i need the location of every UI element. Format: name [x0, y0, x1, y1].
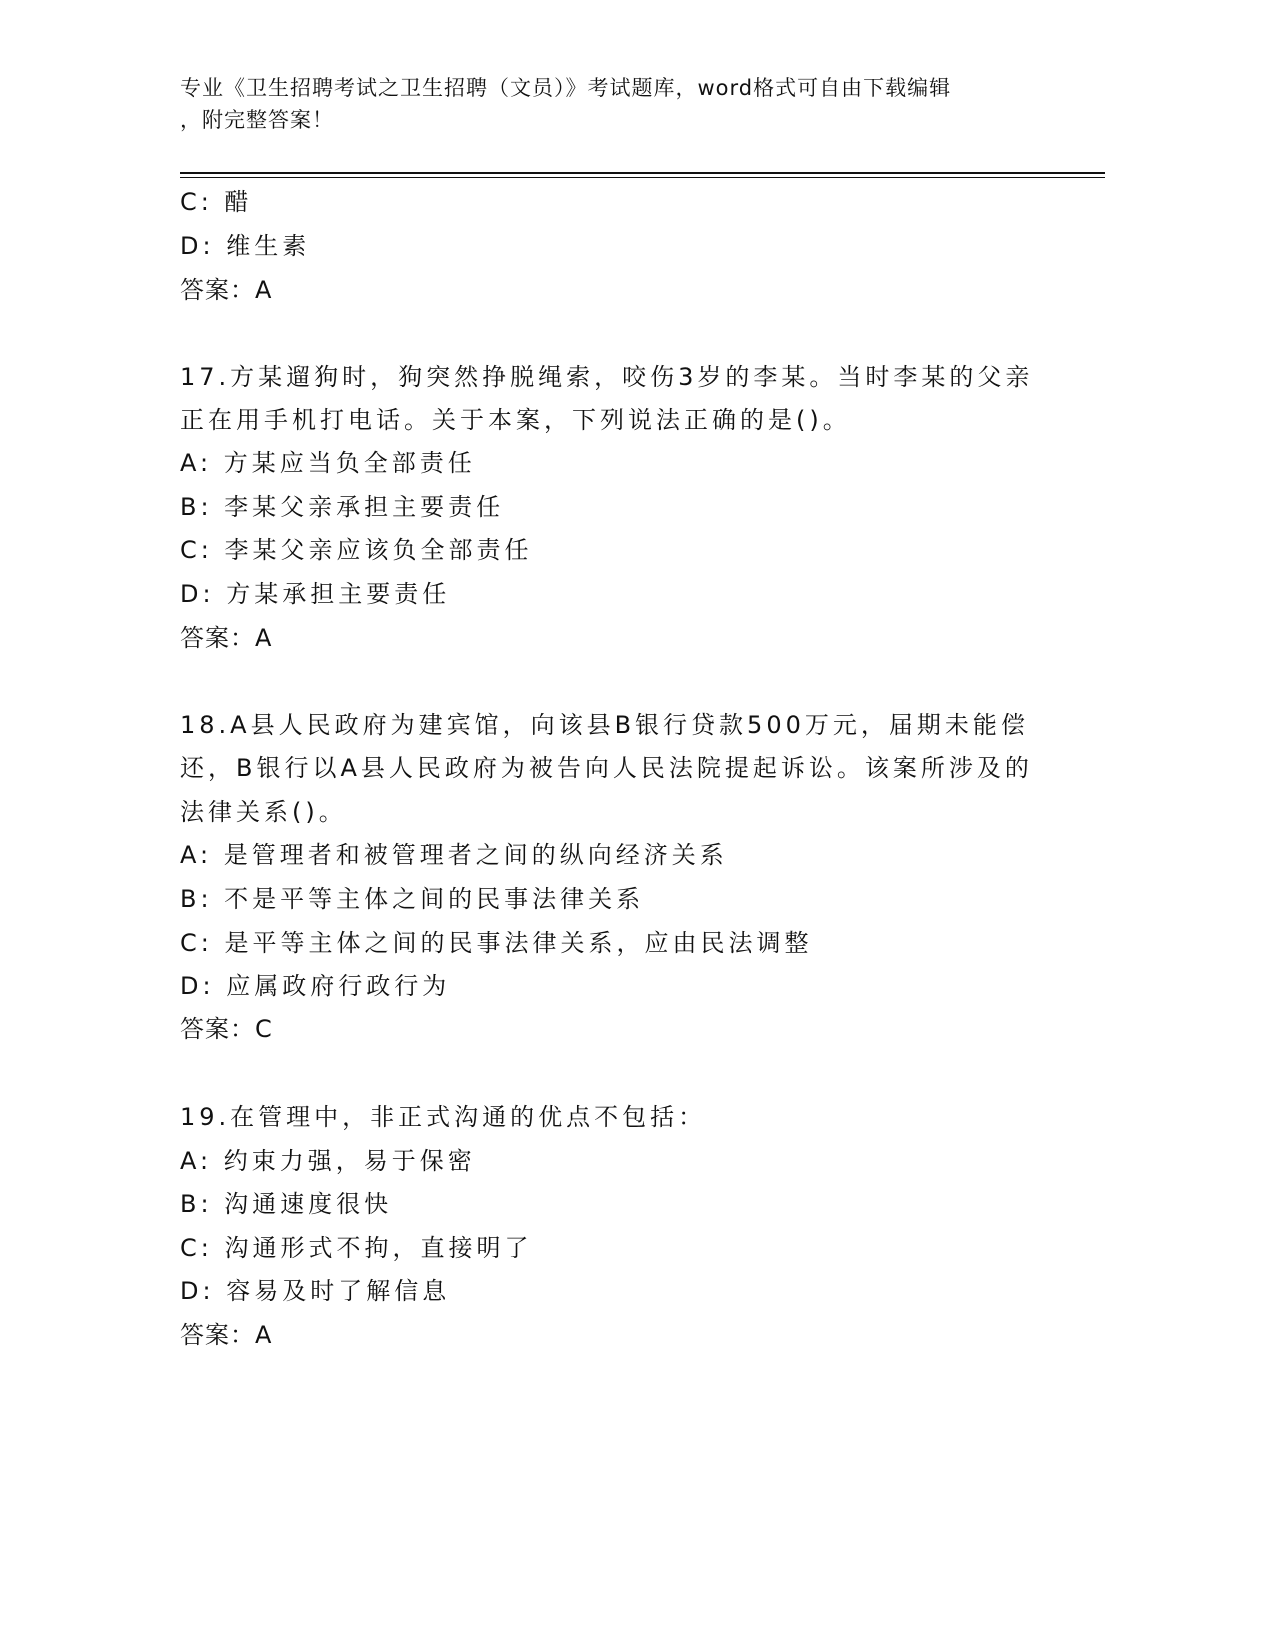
q19-option-c: C: 沟通形式不拘，直接明了	[180, 1234, 533, 1262]
header-divider-thick	[180, 172, 1105, 174]
q18-text-line-3: 法律关系()。	[180, 798, 347, 826]
q18-option-c: C: 是平等主体之间的民事法律关系，应由民法调整	[180, 929, 813, 957]
q18-text-line-2: 还，B银行以A县人民政府为被告向人民法院提起诉讼。该案所涉及的	[180, 754, 1033, 782]
q17-answer: 答案：A	[180, 624, 273, 652]
q18-option-b: B: 不是平等主体之间的民事法律关系	[180, 885, 645, 913]
q18-answer: 答案：C	[180, 1015, 273, 1043]
prev-option-d: D: 维生素	[180, 232, 311, 260]
q17-option-d: D: 方某承担主要责任	[180, 580, 451, 608]
q19-option-a: A: 约束力强，易于保密	[180, 1147, 476, 1175]
q17-option-a: A: 方某应当负全部责任	[180, 449, 476, 477]
q18-option-a: A: 是管理者和被管理者之间的纵向经济关系	[180, 841, 728, 869]
q18-option-d: D: 应属政府行政行为	[180, 972, 451, 1000]
q19-text-line-1: 19.在管理中，非正式沟通的优点不包括：	[180, 1103, 707, 1131]
q17-text-line-2: 正在用手机打电话。关于本案，下列说法正确的是()。	[180, 406, 851, 434]
q19-answer: 答案：A	[180, 1321, 273, 1349]
prev-answer: 答案：A	[180, 276, 273, 304]
document-header	[180, 72, 1040, 136]
prev-option-c: C: 醋	[180, 188, 253, 216]
q19-option-d: D: 容易及时了解信息	[180, 1277, 451, 1305]
q18-text-line-1: 18.A县人民政府为建宾馆，向该县B银行贷款500万元，届期未能偿	[180, 711, 1029, 739]
header-line-1: 专业《卫生招聘考试之卫生招聘（文员）》考试题库，word格式可自由下载编辑	[180, 76, 952, 100]
q17-option-b: B: 李某父亲承担主要责任	[180, 493, 505, 521]
header-line-2: ，附完整答案！	[180, 108, 334, 132]
q17-text-line-1: 17.方某遛狗时，狗突然挣脱绳索，咬伤3岁的李某。当时李某的父亲	[180, 363, 1034, 391]
q17-option-c: C: 李某父亲应该负全部责任	[180, 536, 533, 564]
header-divider-thin	[180, 177, 1105, 178]
q19-option-b: B: 沟通速度很快	[180, 1190, 393, 1218]
